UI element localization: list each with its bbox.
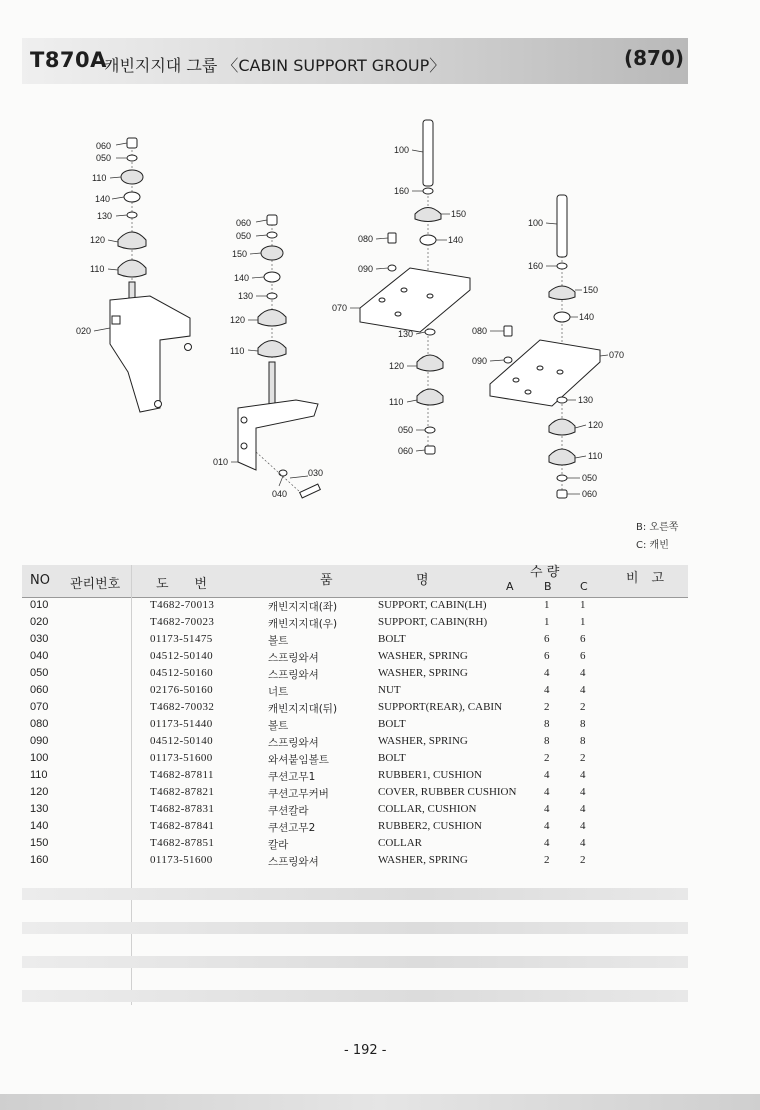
part-description: RUBBER2, CUSHION: [378, 820, 482, 832]
callout-120: 120: [230, 315, 246, 325]
qty-b: 6: [544, 650, 550, 662]
qty-c: 4: [580, 684, 586, 696]
assembly-rear-support-2: [490, 195, 603, 500]
legend-b: B: 오른쪽: [636, 522, 679, 533]
qty-c: 8: [580, 718, 586, 730]
part-number: T4682-87811: [150, 769, 214, 781]
callout-050: 050: [398, 425, 414, 435]
part-description: NUT: [378, 684, 401, 696]
callout-060: 060: [582, 489, 598, 499]
table-row: [22, 785, 688, 802]
part-name-korean: 캐빈지지대(우): [268, 618, 338, 630]
callout-080: 080: [358, 234, 374, 244]
part-ref-no: 110: [30, 769, 48, 781]
part-name-korean: 캐빈지지대(뒤): [268, 703, 338, 715]
qty-c: 4: [580, 786, 586, 798]
col-qty-a: A: [506, 580, 514, 593]
qty-c: 8: [580, 735, 586, 747]
callout-090: 090: [358, 264, 374, 274]
assembly-lh-support: [238, 215, 320, 498]
part-description: SUPPORT, CABIN(RH): [378, 616, 488, 628]
part-ref-no: 120: [30, 786, 49, 798]
part-ref-no: 090: [30, 735, 49, 747]
part-ref-no: 010: [30, 599, 49, 611]
part-ref-no: 150: [30, 837, 49, 849]
part-ref-no: 140: [30, 820, 49, 832]
callout-110: 110: [90, 264, 105, 274]
callout-120: 120: [588, 420, 604, 430]
part-name-korean: 쿠션고무2: [268, 822, 316, 834]
model-code: T870A: [30, 48, 107, 72]
part-name-korean: 쿠션고무1: [268, 771, 316, 783]
part-number: 02176-50160: [150, 684, 214, 696]
callout-110: 110: [389, 397, 404, 407]
callout-030: 030: [308, 468, 324, 478]
qty-b: 1: [544, 599, 550, 611]
col-qty-b: B: [544, 580, 552, 593]
part-name-korean: 스프링와셔: [268, 856, 319, 868]
part-description: COLLAR: [378, 837, 422, 849]
part-name-korean: 너트: [268, 686, 289, 698]
callout-110: 110: [588, 451, 603, 461]
empty-row-stripe: [22, 922, 688, 934]
table-row: [22, 666, 688, 683]
part-name-korean: 칼라: [268, 839, 289, 851]
qty-b: 1: [544, 616, 550, 628]
assembly-rh-support: [110, 138, 192, 412]
part-description: COVER, RUBBER CUSHION: [378, 786, 517, 798]
col-no: NO: [30, 573, 50, 588]
callout-110: 110: [92, 173, 107, 183]
part-ref-no: 070: [30, 701, 49, 713]
part-ref-no: 040: [30, 650, 49, 662]
part-name-korean: 볼트: [268, 720, 289, 732]
assembly-rear-support-1: [360, 120, 470, 454]
qty-c: 6: [580, 633, 586, 645]
qty-c: 2: [580, 854, 586, 866]
callout-130: 130: [97, 211, 113, 221]
part-description: WASHER, SPRING: [378, 854, 468, 866]
empty-row-stripe: [22, 888, 688, 900]
callout-100: 100: [528, 218, 544, 228]
legend-c: C: 캐빈: [636, 540, 669, 551]
callout-120: 120: [90, 235, 106, 245]
part-number: T4682-87851: [150, 837, 215, 849]
part-ref-no: 080: [30, 718, 49, 730]
callout-100: 100: [394, 145, 410, 155]
callout-060: 060: [236, 218, 252, 228]
part-name-korean: 스프링와셔: [268, 737, 319, 749]
qty-b: 2: [544, 701, 550, 713]
part-number: 01173-51600: [150, 854, 213, 866]
qty-c: 4: [580, 803, 586, 815]
qty-b: 4: [544, 786, 550, 798]
callout-160: 160: [528, 261, 544, 271]
part-name-korean: 스프링와셔: [268, 669, 319, 681]
callout-080: 080: [472, 326, 488, 336]
part-number: 04512-50160: [150, 667, 214, 679]
part-description: BOLT: [378, 752, 406, 764]
callout-020: 020: [76, 326, 92, 336]
qty-b: 4: [544, 837, 550, 849]
callout-060: 060: [96, 141, 112, 151]
part-number: T4682-87841: [150, 820, 215, 832]
callout-070: 070: [332, 303, 348, 313]
part-description: WASHER, SPRING: [378, 650, 468, 662]
part-description: WASHER, SPRING: [378, 667, 468, 679]
qty-c: 6: [580, 650, 586, 662]
callout-140: 140: [95, 194, 111, 204]
part-description: SUPPORT(REAR), CABIN: [378, 701, 503, 713]
scan-edge-band: [0, 1094, 760, 1110]
part-number: 01173-51600: [150, 752, 213, 764]
qty-c: 2: [580, 701, 586, 713]
part-ref-no: 100: [30, 752, 49, 764]
part-number: T4682-70023: [150, 616, 215, 628]
parts-table-body: [22, 598, 688, 870]
qty-b: 4: [544, 803, 550, 815]
qty-b: 6: [544, 633, 550, 645]
callout-150: 150: [451, 209, 467, 219]
col-name-1: 품: [320, 573, 333, 588]
callout-040: 040: [272, 489, 288, 499]
part-description: COLLAR, CUSHION: [378, 803, 477, 815]
callout-130: 130: [578, 395, 594, 405]
part-description: BOLT: [378, 633, 406, 645]
table-row: [22, 802, 688, 819]
table-row: [22, 700, 688, 717]
part-number: T4682-70013: [150, 599, 215, 611]
table-row: [22, 819, 688, 836]
part-ref-no: 160: [30, 854, 49, 866]
qty-c: 2: [580, 752, 586, 764]
callout-130: 130: [398, 329, 414, 339]
parts-table-header: [22, 565, 688, 598]
table-row: [22, 598, 688, 615]
table-row: [22, 836, 688, 853]
page-title: 캐빈지지대 그룹 〈CABIN SUPPORT GROUP〉: [104, 56, 446, 75]
callout-050: 050: [582, 473, 598, 483]
table-row: [22, 717, 688, 734]
part-ref-no: 030: [30, 633, 49, 645]
table-row: [22, 734, 688, 751]
part-description: BOLT: [378, 718, 406, 730]
table-row: [22, 853, 688, 870]
part-number: T4682-70032: [150, 701, 215, 713]
part-name-korean: 쿠션칼라: [268, 805, 309, 817]
part-description: RUBBER1, CUSHION: [378, 769, 482, 781]
callout-070: 070: [609, 350, 625, 360]
callout-140: 140: [579, 312, 595, 322]
empty-row-stripe: [22, 990, 688, 1002]
callout-150: 150: [232, 249, 248, 259]
table-row: [22, 683, 688, 700]
callout-150: 150: [583, 285, 599, 295]
qty-b: 4: [544, 769, 550, 781]
part-description: SUPPORT, CABIN(LH): [378, 599, 487, 611]
table-row: [22, 615, 688, 632]
callout-090: 090: [472, 356, 488, 366]
col-drawing-no: 도 번: [156, 577, 208, 592]
col-quantity: 수 량: [530, 565, 560, 580]
callout-010: 010: [213, 457, 229, 467]
group-number: (870): [624, 46, 685, 70]
part-ref-no: 020: [30, 616, 49, 628]
table-row: [22, 649, 688, 666]
qty-c: 4: [580, 769, 586, 781]
part-number: 04512-50140: [150, 650, 214, 662]
table-row: [22, 751, 688, 768]
part-name-korean: 쿠션고무커버: [268, 788, 329, 800]
col-remarks: 비 고: [626, 571, 665, 586]
part-number: T4682-87831: [150, 803, 215, 815]
qty-b: 8: [544, 735, 550, 747]
table-row: [22, 768, 688, 785]
part-name-korean: 볼트: [268, 635, 289, 647]
col-name-2: 명: [416, 573, 429, 588]
table-row: [22, 632, 688, 649]
qty-b: 8: [544, 718, 550, 730]
callout-160: 160: [394, 186, 410, 196]
qty-b: 2: [544, 854, 550, 866]
qty-c: 1: [580, 616, 586, 628]
qty-b: 4: [544, 820, 550, 832]
part-number: 01173-51475: [150, 633, 213, 645]
part-name-korean: 스프링와셔: [268, 652, 319, 664]
callout-110: 110: [230, 346, 245, 356]
callout-140: 140: [234, 273, 250, 283]
part-number: 01173-51440: [150, 718, 213, 730]
part-ref-no: 130: [30, 803, 49, 815]
part-name-korean: 와셔붙임볼트: [268, 754, 329, 766]
qty-b: 2: [544, 752, 550, 764]
callout-050: 050: [96, 153, 112, 163]
qty-c: 4: [580, 820, 586, 832]
part-ref-no: 060: [30, 684, 49, 696]
part-number: 04512-50140: [150, 735, 214, 747]
qty-c: 1: [580, 599, 586, 611]
qty-c: 4: [580, 837, 586, 849]
callout-120: 120: [389, 361, 405, 371]
part-description: WASHER, SPRING: [378, 735, 468, 747]
part-number: T4682-87821: [150, 786, 215, 798]
callout-050: 050: [236, 231, 252, 241]
qty-b: 4: [544, 684, 550, 696]
page-number: - 192 -: [344, 1043, 387, 1058]
empty-row-stripe: [22, 956, 688, 968]
part-name-korean: 캐빈지지대(좌): [268, 601, 338, 613]
part-ref-no: 050: [30, 667, 49, 679]
col-qty-c: C: [580, 580, 588, 593]
callout-060: 060: [398, 446, 414, 456]
callout-140: 140: [448, 235, 464, 245]
qty-c: 4: [580, 667, 586, 679]
qty-b: 4: [544, 667, 550, 679]
callout-130: 130: [238, 291, 254, 301]
col-mgmt-no: 관리번호: [70, 577, 121, 592]
